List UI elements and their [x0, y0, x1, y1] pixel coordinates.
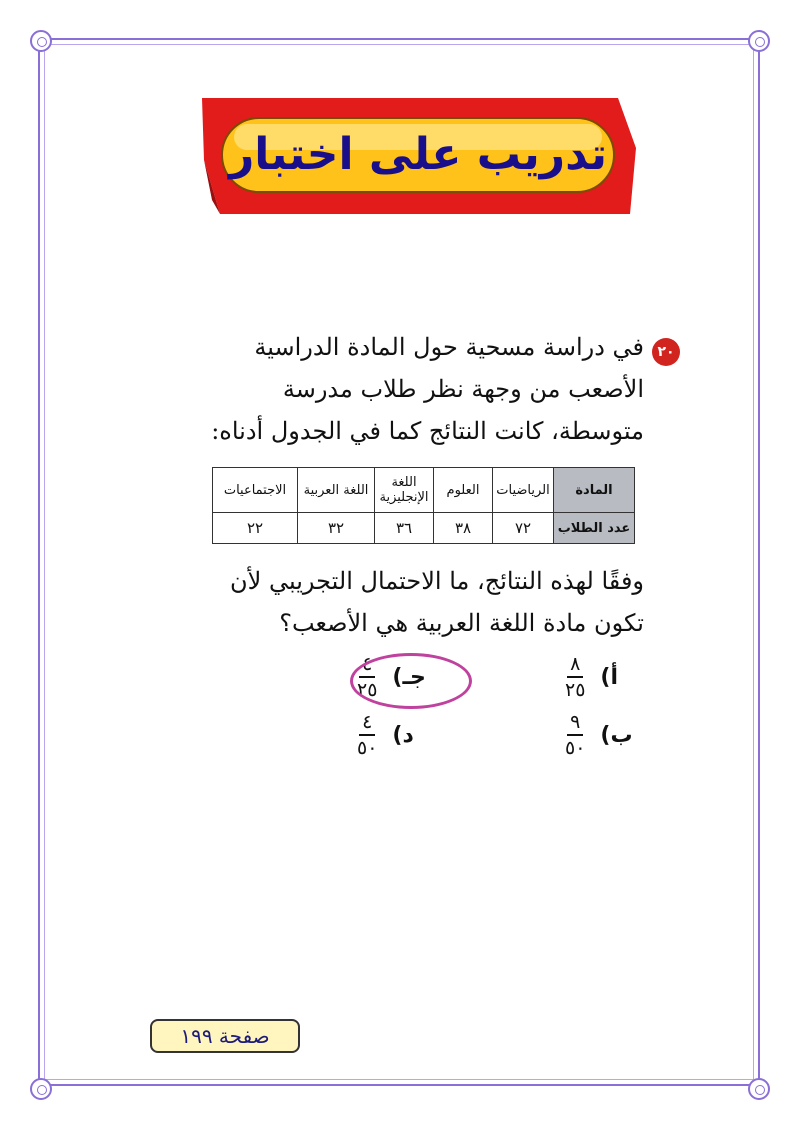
question-text: في دراسة مسحية حول المادة الدراسية الأصعب من وجهة نظر طلاب مدرسة متوسطة، كانت النتائج كما في الجدول أدناه:	[211, 333, 644, 445]
fraction-denominator: ٢٥	[565, 679, 586, 701]
table-cell: ٣٨	[434, 513, 493, 544]
fraction-numerator: ٤	[359, 710, 375, 736]
table-header-cell: عدد الطلاب	[554, 513, 635, 544]
page-number: صفحة ١٩٩	[150, 1019, 300, 1053]
fraction-denominator: ٥٠	[357, 737, 378, 759]
fraction	[562, 652, 588, 702]
fraction	[354, 710, 380, 760]
fraction-numerator: ٨	[567, 652, 583, 678]
table-cell: اللغة العربية	[298, 468, 375, 513]
question-number-badge: ٢٠	[652, 338, 680, 366]
page-title: تدريب على اختبار	[228, 128, 608, 180]
fraction-numerator: ٩	[567, 710, 583, 736]
results-table	[212, 467, 635, 544]
table-cell: العلوم	[434, 468, 493, 513]
fraction-numerator: ٤	[359, 652, 375, 678]
table-row	[213, 513, 635, 544]
option-b[interactable]	[562, 710, 633, 760]
table-row	[213, 468, 635, 513]
table-cell: ٢٢	[213, 513, 298, 544]
answer-highlight-circle	[350, 653, 472, 709]
question-followup: وفقًا لهذه النتائج، ما الاحتمال التجريبي لأن تكون مادة اللغة العربية هي الأصعب؟	[230, 567, 644, 637]
fraction-denominator: ٥٠	[565, 737, 586, 759]
option-a[interactable]	[562, 652, 618, 702]
title-banner	[198, 96, 638, 218]
corner-ornament	[30, 30, 52, 52]
table-cell: الاجتماعيات	[213, 468, 298, 513]
option-label: أ)	[600, 664, 619, 690]
corner-ornament	[30, 1078, 52, 1100]
option-d[interactable]	[354, 710, 414, 760]
fraction	[562, 710, 588, 760]
fraction-denominator: ٢٥	[357, 679, 378, 701]
table-cell: ٧٢	[493, 513, 554, 544]
table-cell: ٣٢	[298, 513, 375, 544]
corner-ornament	[748, 1078, 770, 1100]
table-header-cell: المادة	[554, 468, 635, 513]
table-cell: الرياضيات	[493, 468, 554, 513]
option-label: جـ)	[392, 664, 426, 690]
option-label: ب)	[600, 722, 633, 748]
option-label: د)	[392, 722, 414, 748]
corner-ornament	[748, 30, 770, 52]
table-cell: ٣٦	[375, 513, 434, 544]
table-cell: اللغة الإنجليزية	[375, 468, 434, 513]
